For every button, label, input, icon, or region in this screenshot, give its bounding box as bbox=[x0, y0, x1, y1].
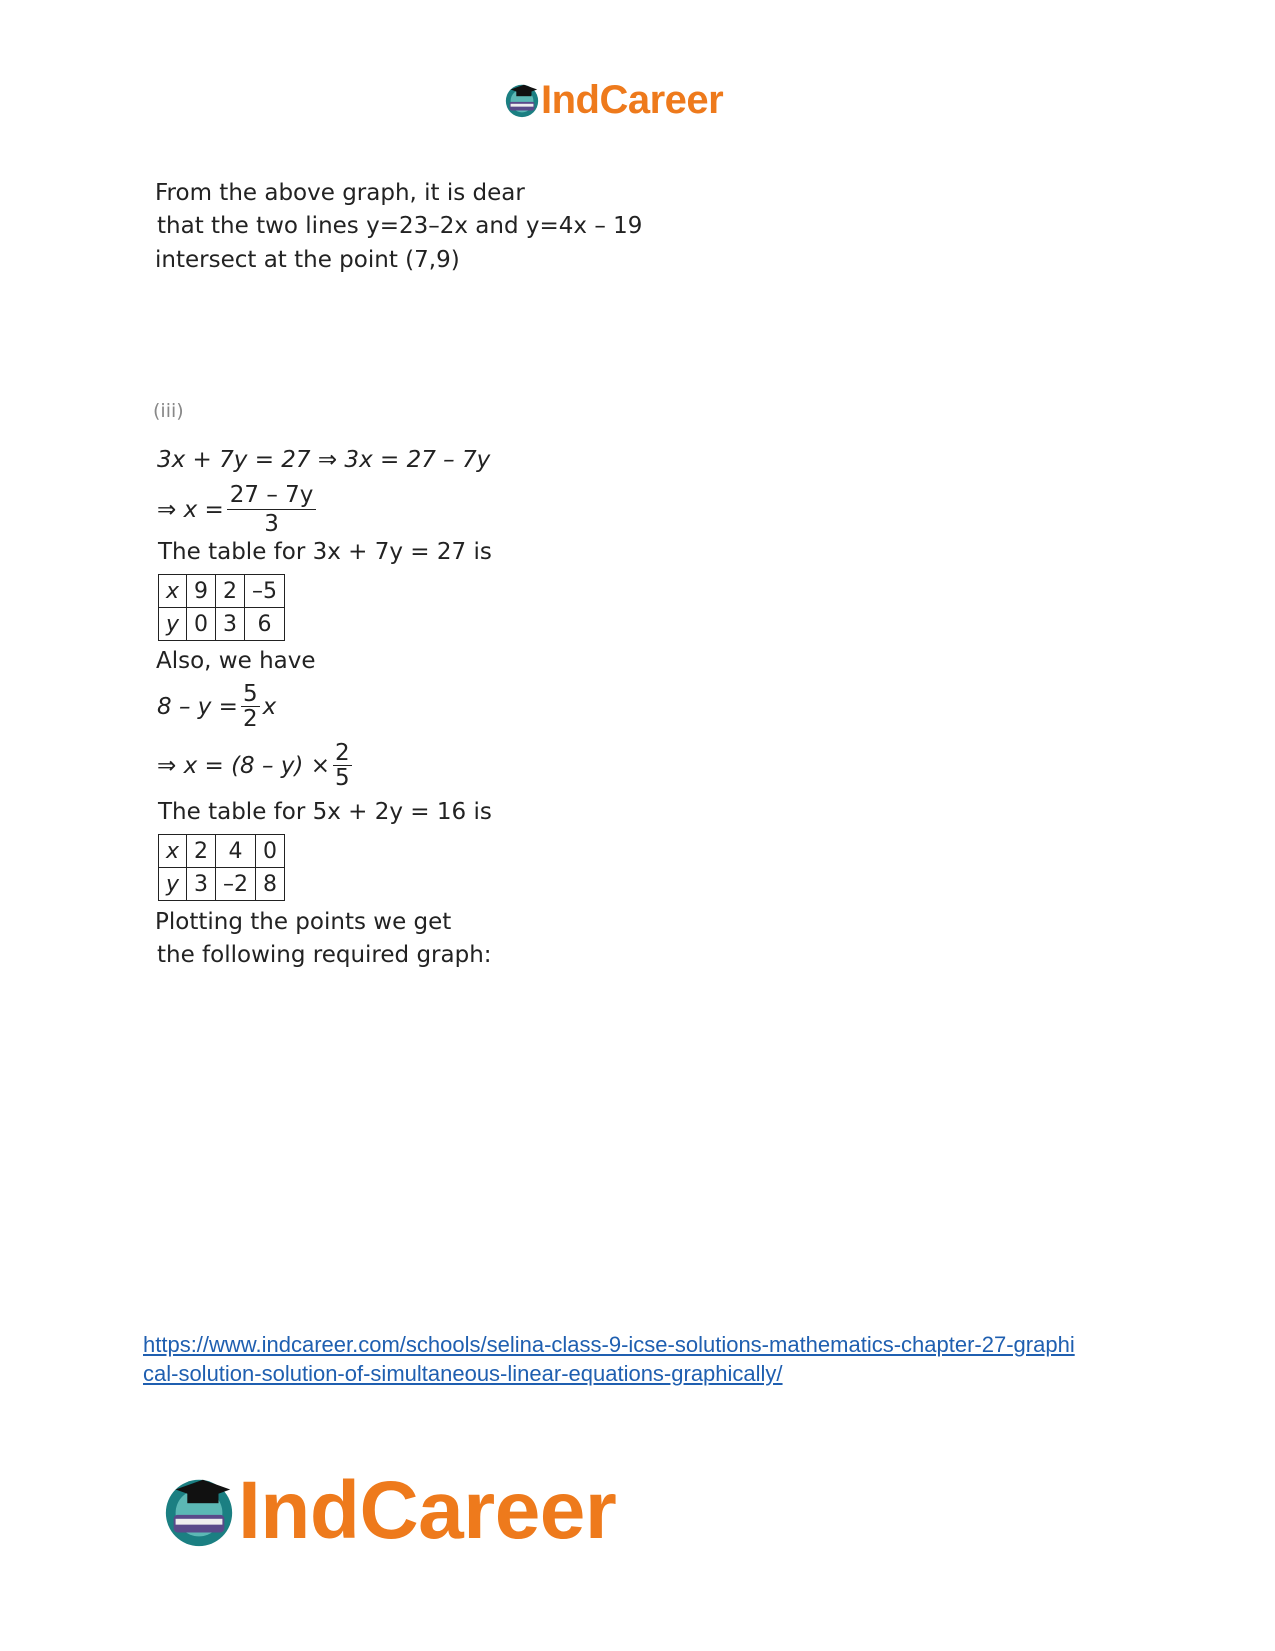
header-logo bbox=[503, 80, 723, 120]
fraction bbox=[227, 481, 317, 538]
logo-text: IndCareer bbox=[238, 1465, 617, 1556]
also-text: Also, we have bbox=[156, 648, 316, 674]
plot-text-1: Plotting the points we get bbox=[155, 909, 452, 935]
table-cell: 4 bbox=[216, 835, 256, 868]
equation-line-b: y=4x – 19 bbox=[525, 213, 643, 239]
table-cell: 2 bbox=[216, 575, 245, 608]
table-cell: 6 bbox=[245, 608, 285, 641]
plot-text-2: the following required graph: bbox=[157, 942, 492, 968]
intro-line-3 bbox=[155, 243, 460, 277]
intro-line-2-text: that the two lines bbox=[157, 213, 367, 239]
table-cell: –2 bbox=[216, 868, 256, 901]
equation-2-prefix: ⇒ x = bbox=[157, 496, 224, 523]
equation-4 bbox=[157, 741, 355, 790]
intersection-point: (7,9) bbox=[405, 247, 460, 273]
equation-3-suffix: x bbox=[262, 693, 277, 720]
fraction-denominator: 2 bbox=[242, 706, 258, 732]
table-cell: x bbox=[159, 575, 187, 608]
equation-2 bbox=[157, 481, 319, 538]
equation-line-a: y=23–2x bbox=[366, 213, 468, 239]
fraction-numerator: 5 bbox=[242, 681, 258, 707]
values-table-2 bbox=[158, 834, 285, 901]
footer-logo bbox=[160, 1465, 617, 1556]
table-cell: x bbox=[159, 835, 187, 868]
table-cell: y bbox=[159, 608, 187, 641]
table-cell: 0 bbox=[256, 835, 285, 868]
equation-3-prefix: 8 – y = bbox=[157, 693, 238, 720]
intro-line-2 bbox=[157, 209, 642, 243]
table-row bbox=[159, 608, 285, 641]
table-cell: 3 bbox=[187, 868, 216, 901]
graduation-book-icon bbox=[160, 1472, 238, 1550]
fraction-denominator: 5 bbox=[334, 765, 350, 791]
table-2-caption: The table for 5x + 2y = 16 is bbox=[158, 799, 492, 825]
footer-link-line-2[interactable]: cal-solution-solution-of-simultaneous-linear-equations-graphically/ bbox=[143, 1361, 783, 1386]
table-cell: 3 bbox=[216, 608, 245, 641]
intro-line-3-text: intersect at the point bbox=[155, 247, 406, 273]
footer-link-line-1[interactable]: https://www.indcareer.com/schools/selina-class-9-icse-solutions-mathematics-chapter-27-graphi bbox=[143, 1332, 1075, 1357]
fraction-denominator: 3 bbox=[264, 511, 279, 537]
part-label: (iii) bbox=[153, 400, 184, 422]
intro-line-1: From the above graph, it is dear bbox=[155, 180, 525, 206]
intro-and-text: and bbox=[468, 213, 526, 239]
table-cell: –5 bbox=[245, 575, 285, 608]
table-cell: 2 bbox=[187, 835, 216, 868]
equation-1: 3x + 7y = 27 ⇒ 3x = 27 – 7y bbox=[157, 447, 491, 473]
graduation-book-icon bbox=[503, 81, 541, 119]
table-row bbox=[159, 575, 285, 608]
fraction-numerator: 27 – 7y bbox=[227, 481, 317, 510]
fraction bbox=[333, 741, 352, 790]
table-cell: y bbox=[159, 868, 187, 901]
equation-3 bbox=[157, 682, 276, 731]
table-cell: 8 bbox=[256, 868, 285, 901]
fraction bbox=[241, 682, 260, 731]
fraction-numerator: 2 bbox=[334, 740, 350, 766]
values-table-1 bbox=[158, 574, 285, 641]
table-cell: 9 bbox=[187, 575, 216, 608]
table-row bbox=[159, 835, 285, 868]
logo-text: IndCareer bbox=[541, 78, 724, 122]
table-1-caption: The table for 3x + 7y = 27 is bbox=[158, 539, 492, 565]
table-cell: 0 bbox=[187, 608, 216, 641]
equation-4-prefix: ⇒ x = (8 – y) × bbox=[157, 752, 330, 779]
table-row bbox=[159, 868, 285, 901]
